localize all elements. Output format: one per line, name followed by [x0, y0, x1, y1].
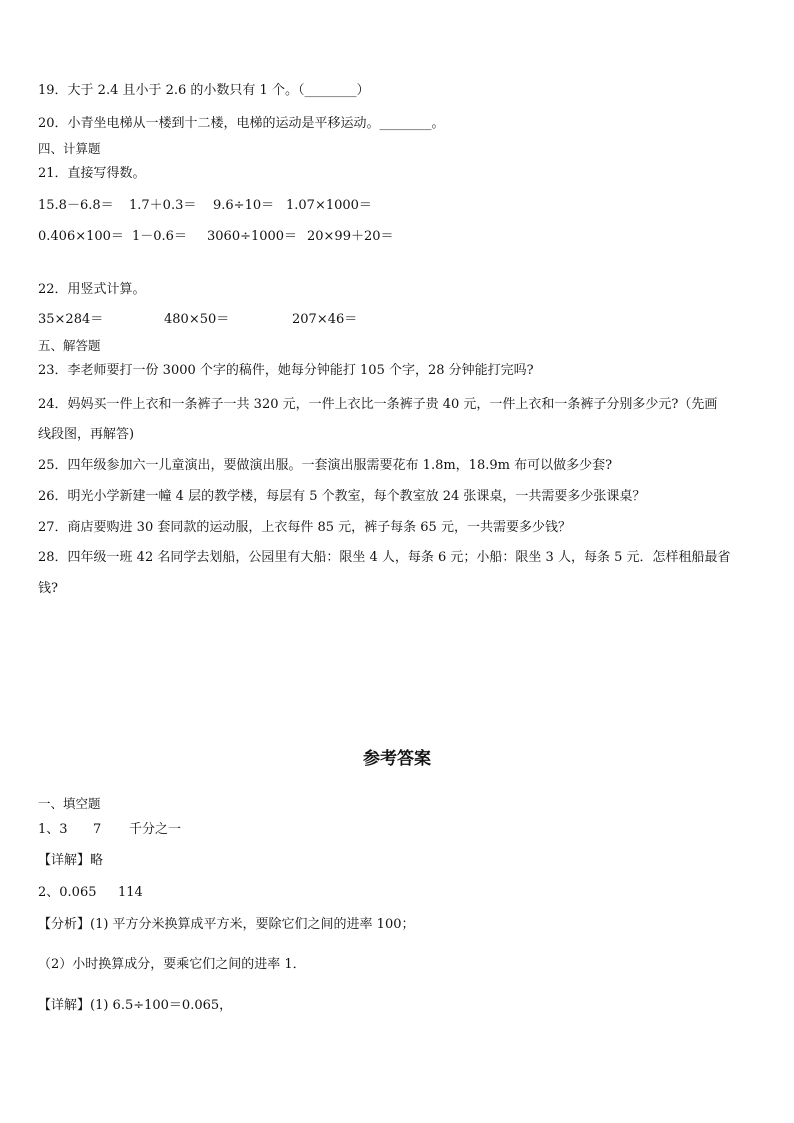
q21-item: 1.07×1000＝	[286, 198, 372, 213]
answer-1-detail: 【详解】略	[38, 853, 104, 868]
answer-2-analysis-2: （2）小时换算成分，要乘它们之间的进率 1．	[38, 957, 306, 972]
answer-2-detail: 【详解】(1) 6.5÷100＝0.065，	[38, 998, 233, 1013]
question-24-line-1: 24．妈妈买一件上衣和一条裤子一共 320 元，一件上衣比一条裤子贵 40 元，一件上衣和一条裤子分别多少元?（先画	[38, 397, 718, 412]
answer-1-part: 千分之一	[129, 822, 182, 837]
question-19: 19．大于 2.4 且小于 2.6 的小数只有 1 个。（________）	[38, 83, 370, 98]
q22-item: 480×50＝	[164, 312, 230, 327]
question-24-line-2: 线段图，再解答)	[38, 427, 135, 442]
q21-item: 15.8－6.8＝	[38, 198, 114, 213]
q21-item: 3060÷1000＝	[207, 229, 298, 244]
q21-item: 20×99＋20＝	[307, 229, 394, 244]
answer-1-part: 1、3	[38, 822, 68, 837]
question-27: 27．商店要购进 30 套同款的运动服，上衣每件 85 元，裤子每条 65 元，一共需要多少钱？	[38, 520, 571, 535]
answer-2-part: 2、0.065	[38, 885, 97, 900]
q22-row	[38, 311, 357, 329]
answer-2-analysis: 【分析】(1) 平方分米换算成平方米，要除它们之间的进率 100；	[38, 917, 415, 932]
question-21: 21．直接写得数。	[38, 166, 146, 181]
question-23: 23．李老师要打一份 3000 个字的稿件，她每分钟能打 105 个字，28 分钟能打完吗?	[38, 363, 534, 378]
q22-item: 207×46＝	[292, 312, 358, 327]
q21-item: 0.406×100＝	[38, 229, 124, 244]
q22-item: 35×284＝	[38, 312, 104, 327]
answer-1-part: 7	[93, 822, 102, 837]
q21-item: 9.6÷10＝	[213, 198, 275, 213]
answer-2	[38, 884, 143, 902]
question-20: 20．小青坐电梯从一楼到十二楼，电梯的运动是平移运动。________。	[38, 116, 445, 131]
answers-title: 参考答案	[363, 749, 431, 769]
q21-item: 1－0.6＝	[132, 229, 187, 244]
question-26: 26．明光小学新建一幢 4 层的教学楼，每层有 5 个教室，每个教室放 24 张课桌，一共需要多少张课桌？	[38, 489, 646, 504]
section-5-heading: 五、解答题	[38, 338, 101, 353]
q21-row-2	[38, 228, 394, 246]
question-25: 25．四年级参加六一儿童演出，要做演出服。一套演出服需要花布 1.8m，18.9m 布可以做多少套?	[38, 458, 613, 473]
question-28-line-2: 钱?	[38, 581, 58, 596]
q21-row-1	[38, 197, 372, 215]
question-28-line-1: 28．四年级一班 42 名同学去划船，公园里有大船：限坐 4 人，每条 6 元；小船：限坐 3 人，每条 5 元．怎样租船最省	[38, 550, 731, 565]
q21-item: 1.7＋0.3＝	[129, 198, 197, 213]
answer-2-part: 114	[118, 885, 143, 900]
section-4-heading: 四、计算题	[38, 141, 101, 156]
question-22: 22．用竖式计算。	[38, 282, 146, 297]
answers-section-1: 一、填空题	[38, 796, 101, 811]
answer-1	[38, 821, 181, 839]
